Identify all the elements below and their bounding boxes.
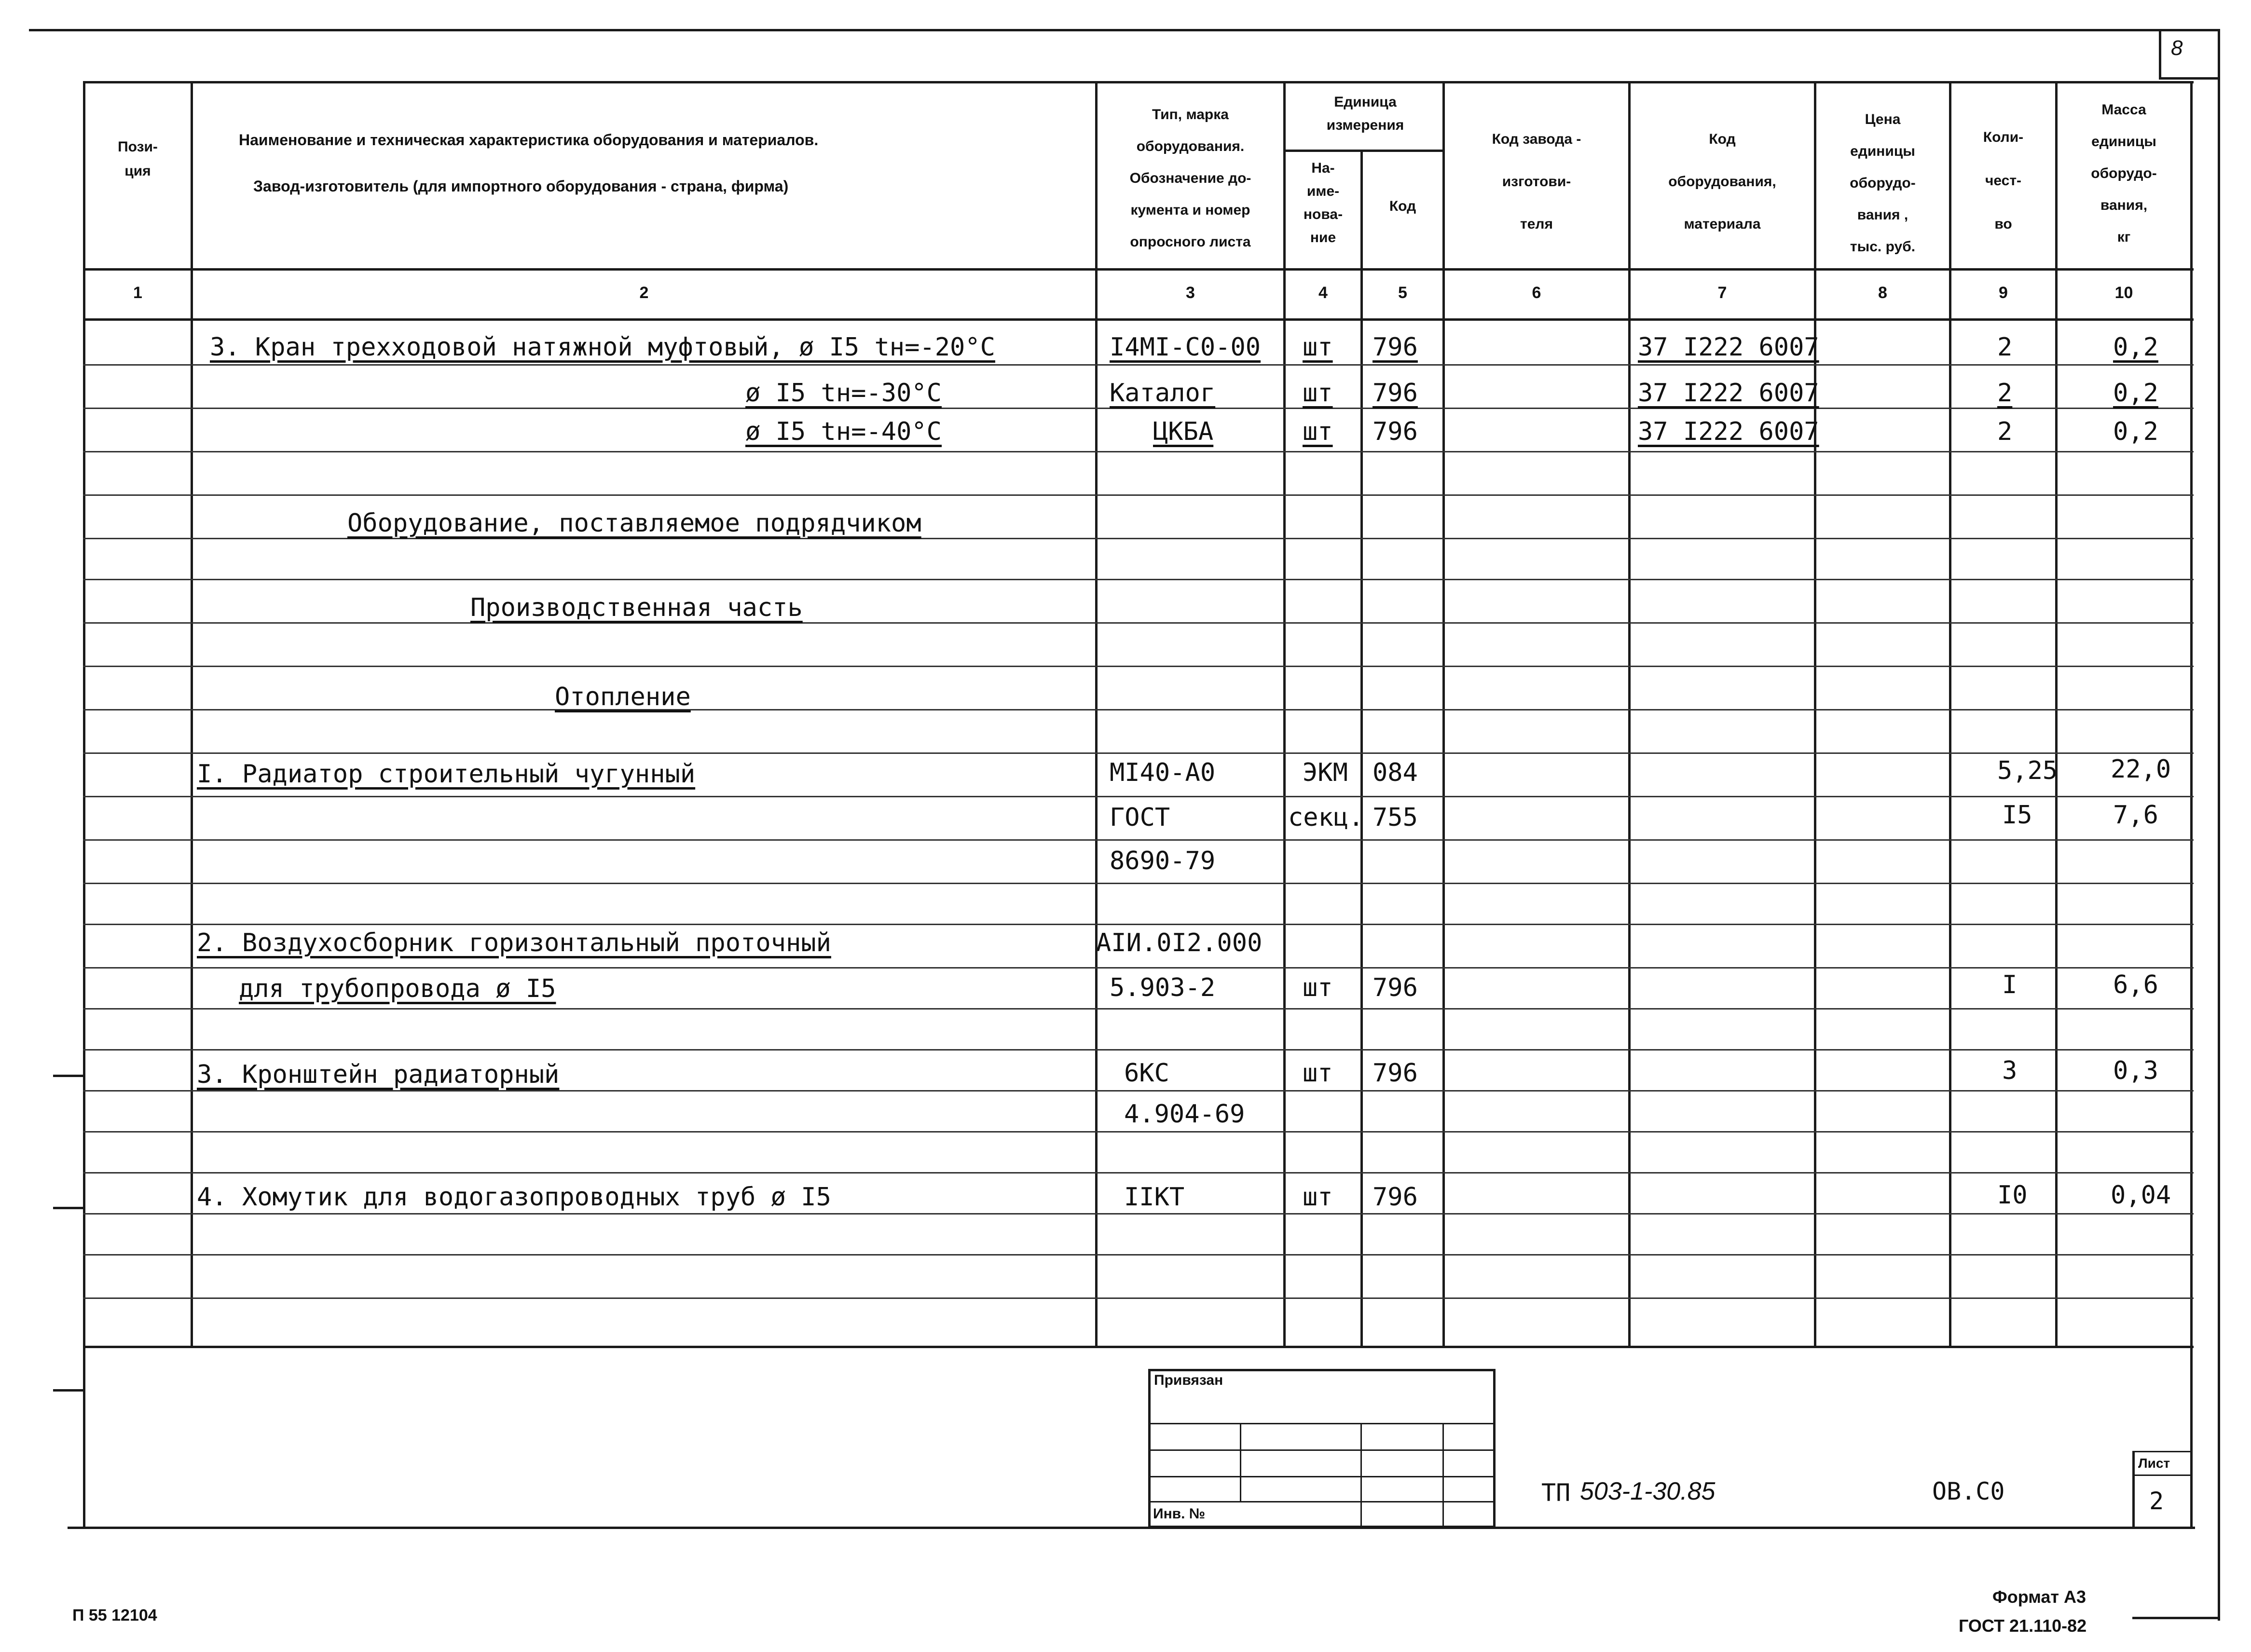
item-code: 796 [1373,379,1418,408]
header-bottom [83,268,2194,271]
row-line [83,1254,2194,1256]
col-number: 5 [1398,284,1407,302]
col-line-4 [1360,150,1363,1347]
row-line [83,1131,2194,1133]
item-name: 3. Кронштейн радиаторный [197,1060,560,1089]
item-name: 2. Воздухосборник горизонтальный проточный [197,928,831,957]
col-line-2 [1095,81,1098,1347]
item-mass: 0,3 [2113,1056,2158,1085]
item-equip: 37 I222 6007 [1638,333,1819,362]
sheet-box-mid [2132,1475,2193,1476]
sheet-box-left [2132,1452,2135,1529]
item-name: 3. Кран трехходовой натяжной муфтовый, ø I5 tн=-20°С [210,333,995,362]
table-bottom [83,1346,2194,1348]
row-line [83,1172,2194,1174]
corner-box-bottom [2159,77,2219,80]
section-heading: Отопление [555,683,691,711]
row-line [83,451,2194,452]
col-line-5 [1442,81,1445,1347]
row-line [83,579,2194,580]
item-code: 755 [1373,803,1418,832]
sheet-number: 2 [2149,1487,2164,1515]
row-line [83,622,2194,624]
corner-box-left [2159,29,2161,80]
doc-mark: ОВ.С0 [1932,1477,2005,1505]
col-number: 1 [133,284,142,302]
header-name-line2: Завод-изготовитель (для импортного оборудования - страна, фирма) [253,177,789,195]
header-unit-name: На- име- нова- ние [1303,160,1343,246]
item-type: 4.904-69 [1124,1100,1245,1129]
row-line [83,1213,2194,1215]
col-number: 9 [1999,284,2008,302]
col-number: 2 [639,284,649,302]
item-mass: 0,04 [2111,1181,2171,1210]
item-qty: 5,25 [1997,756,2058,785]
colnum-bottom [83,318,2194,321]
header-position: Пози- ция [118,139,158,179]
row-line [83,1008,2194,1010]
item-qty: I5 [2002,801,2032,830]
top-frame-line [29,29,2219,31]
item-type: Каталог [1110,379,1216,408]
header-maker-code: Код завода - изготови- теля [1492,131,1581,232]
item-equip: 37 I222 6007 [1638,379,1819,408]
col-line-10 [2190,81,2193,1528]
col-line-3 [1283,81,1286,1347]
section-heading: Оборудование, поставляемое подрядчиком [347,509,921,538]
item-qty: 2 [1997,333,2013,362]
row-line [83,709,2194,710]
col-number: 3 [1186,284,1195,302]
header-qty: Коли- чест- во [1983,129,2024,232]
col-line-8 [1949,81,1951,1347]
stamp-inv-no: Инв. № [1153,1506,1206,1522]
item-qty: I0 [1997,1181,2028,1210]
item-type: IIКТ [1124,1183,1185,1212]
item-equip: 37 I222 6007 [1638,417,1819,446]
item-unit: шт [1303,379,1333,408]
header-name-line1: Наименование и техническая характеристика оборудования и материалов. [239,131,819,149]
stamp-privyazan: Привязан [1154,1372,1223,1388]
footer-gost: ГОСТ 21.110-82 [1959,1616,2087,1636]
col-line-0 [83,81,85,1528]
sheet-box-top [2132,1451,2193,1452]
row-line [83,1297,2194,1299]
col-number: 8 [1878,284,1887,302]
header-unit-group: Единица измерения [1326,94,1404,133]
row-line [83,796,2194,797]
item-type: 5.903-2 [1110,973,1216,1002]
item-code: 796 [1373,333,1418,362]
header-unit-code: Код [1389,198,1416,214]
header-price: Цена единицы оборудо- вания , тыс. руб. [1850,111,1916,255]
col-number: 4 [1318,284,1328,302]
stamp-line [1360,1423,1362,1527]
item-name: для трубопровода ø I5 [239,974,556,1003]
row-line [83,1049,2194,1051]
col-number: 7 [1717,284,1727,302]
sheet-bottom [68,1527,2195,1529]
col-number: 10 [2114,284,2133,302]
item-qty: 2 [1997,417,2013,446]
margin-tick [53,1207,84,1209]
footer-format: Формат А3 [1992,1587,2086,1607]
item-code: 796 [1373,1183,1418,1212]
item-name: ø I5 tн=-30°С [745,379,942,408]
item-unit: шт [1303,1183,1333,1212]
item-mass: 6,6 [2113,970,2158,999]
item-unit: шт [1303,1059,1333,1088]
item-code: 796 [1373,1059,1418,1088]
item-type: ЦКБА [1153,417,1214,446]
row-line [83,408,2194,409]
unit-split-line [1283,150,1445,152]
col-number: 6 [1532,284,1541,302]
item-type: MI40-A0 [1110,758,1216,787]
item-name: I. Радиатор строительный чугунный [197,760,696,789]
item-type: АIИ.0I2.000 [1096,928,1263,957]
row-line [83,967,2194,969]
item-code: 796 [1373,417,1418,446]
section-heading: Производственная часть [470,593,803,622]
row-line [83,538,2194,539]
item-type: 8690-79 [1110,846,1216,875]
margin-tick [53,1075,84,1077]
item-name: ø I5 tн=-40°С [745,417,942,446]
item-unit: шт [1303,333,1333,362]
item-unit: шт [1303,973,1333,1002]
row-line [83,494,2194,496]
margin-tick [53,1389,84,1392]
row-line [83,752,2194,754]
item-name: 4. Хомутик для водогазопроводных труб ø I5 [197,1183,831,1212]
item-code: 084 [1373,758,1418,787]
item-unit: шт [1303,417,1333,446]
header-type: Тип, марка оборудования. Обозначение до- кумента и номер опросного листа [1129,107,1251,250]
item-unit: ЭКМ [1303,758,1348,787]
item-type: I4MI-C0-00 [1110,333,1261,362]
row-line [83,1090,2194,1092]
item-mass: 7,6 [2113,801,2158,830]
item-type: ГОСТ [1110,803,1170,832]
footer-left-code: П 55 12104 [72,1606,157,1625]
right-frame-line [2218,29,2220,1621]
sheet-label: Лист [2138,1456,2170,1471]
item-unit: секц. [1288,803,1364,832]
col-line-1 [191,81,193,1347]
header-mass: Масса единицы оборудо- вания, кг [2091,102,2157,245]
row-line [83,883,2194,884]
stamp-line [1442,1423,1444,1527]
row-line [83,839,2194,841]
doc-code-prefix: ТП [1541,1479,1571,1507]
col-line-9 [2055,81,2058,1347]
stamp-line [1240,1423,1241,1502]
item-type: 6КС [1124,1059,1169,1088]
doc-code: 503-1-30.85 [1580,1477,1716,1505]
item-qty: 3 [2002,1056,2018,1085]
col-line-6 [1628,81,1631,1347]
row-line [83,364,2194,366]
table-top [83,81,2194,83]
row-line [83,924,2194,925]
item-mass: 0,2 [2113,333,2158,362]
row-line [83,666,2194,667]
sheet-corner-number: 8 [2171,36,2183,60]
col-line-7 [1814,81,1816,1347]
item-qty: I [2002,970,2018,999]
item-mass: 0,2 [2113,417,2158,446]
item-code: 796 [1373,973,1418,1002]
outer-bottom [2132,1617,2219,1619]
item-mass: 0,2 [2113,379,2158,408]
header-equip-code: Код оборудования, материала [1668,131,1776,232]
item-mass: 22,0 [2111,755,2171,784]
item-qty: 2 [1997,379,2013,408]
